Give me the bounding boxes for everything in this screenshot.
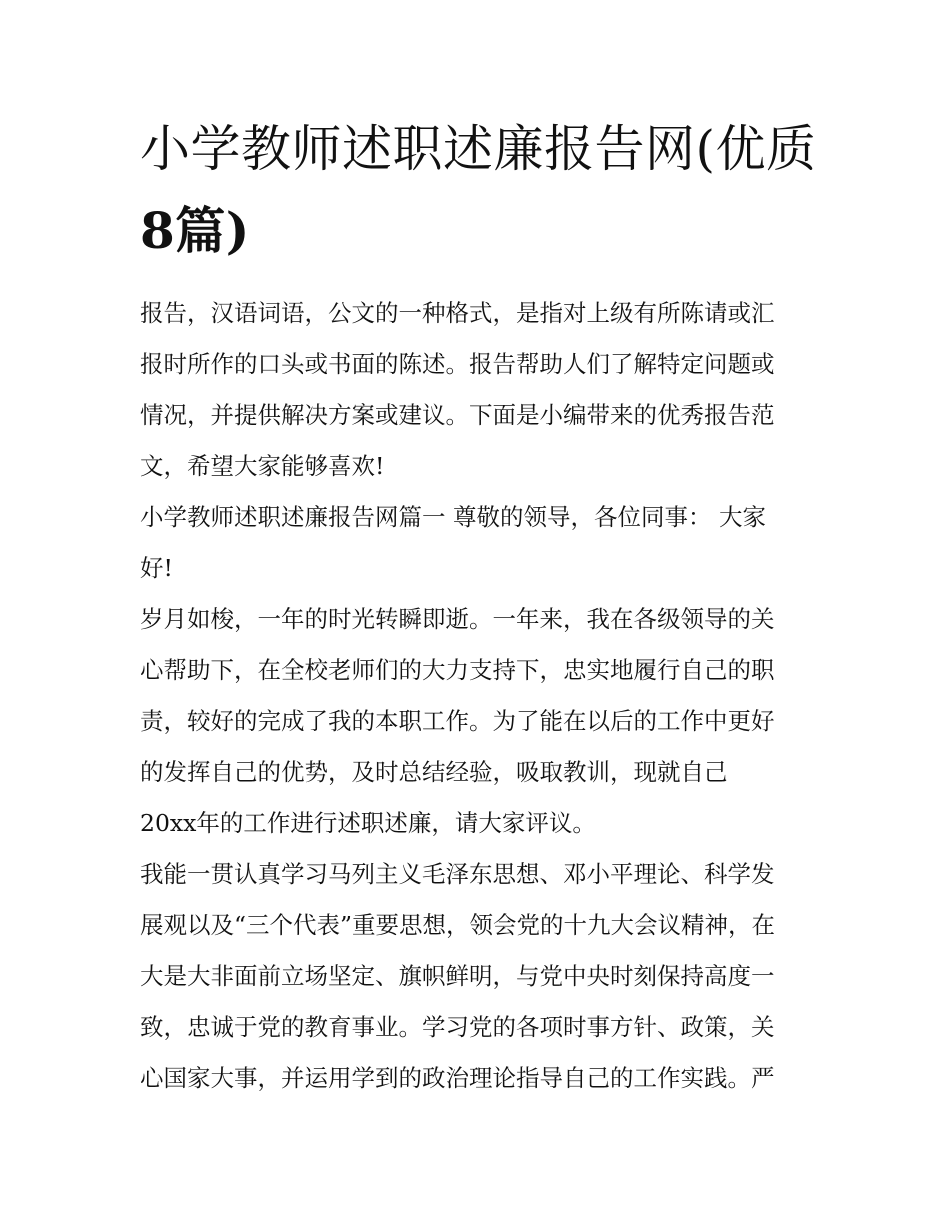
document-body: [140, 288, 812, 1104]
text-line: 报时所作的口头或书面的陈述。报告帮助人们了解特定问题或: [140, 350, 775, 378]
paragraph-summary: [140, 594, 812, 849]
paragraph-intro: [140, 288, 812, 492]
title-line-2: 8篇): [140, 201, 250, 260]
text-line: 情况，并提供解决方案或建议。下面是小编带来的优秀报告范: [140, 401, 775, 429]
title-line-1: 小学教师述职述廉报告网(优质: [140, 120, 817, 178]
paragraph-greeting: [140, 492, 812, 594]
text-line: 文，希望大家能够喜欢!: [140, 452, 385, 480]
paragraph-political-study: [140, 849, 812, 1104]
text-line: 展观以及“三个代表”重要思想，领会党的十九大会议精神，在: [140, 911, 776, 939]
text-line: 报告，汉语词语，公文的一种格式，是指对上级有所陈请或汇: [140, 299, 775, 327]
document-page: [140, 108, 817, 1104]
text-line: 小学教师述职述廉报告网篇一 尊敬的领导，各位同事： 大家: [140, 503, 766, 531]
document-title: [140, 108, 817, 272]
text-line: 岁月如梭，一年的时光转瞬即逝。一年来，我在各级领导的关: [140, 605, 775, 633]
text-line: 心国家大事，并运用学到的政治理论指导自己的工作实践。严: [140, 1064, 775, 1092]
text-line: 我能一贯认真学习马列主义毛泽东思想、邓小平理论、科学发: [140, 860, 775, 888]
text-line: 致，忠诚于党的教育事业。学习党的各项时事方针、政策，关: [140, 1013, 775, 1041]
text-line: 心帮助下，在全校老师们的大力支持下，忠实地履行自己的职: [140, 656, 775, 684]
text-line: 大是大非面前立场坚定、旗帜鲜明，与党中央时刻保持高度一: [140, 962, 775, 990]
text-line: 20xx年的工作进行述职述廉，请大家评议。: [140, 809, 596, 837]
text-line: 责，较好的完成了我的本职工作。为了能在以后的工作中更好: [140, 707, 775, 735]
text-line: 的发挥自己的优势，及时总结经验，吸取教训，现就自己: [140, 758, 728, 786]
text-line: 好!: [140, 554, 173, 582]
